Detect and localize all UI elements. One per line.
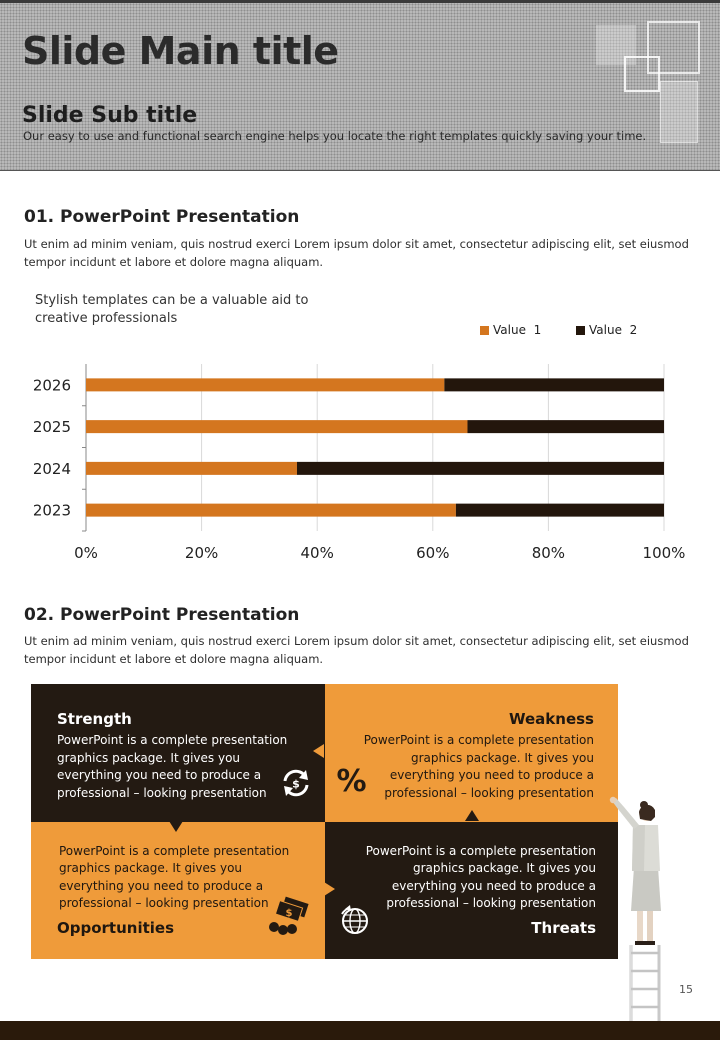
decor-square [624,56,660,92]
y-tick-label: 2023 [32,501,71,520]
swot-diagram [31,684,618,959]
svg-text:$: $ [292,777,300,791]
swot-notch [313,744,324,758]
woman-on-ladder-illustration [598,795,678,1021]
swot-notch [169,821,183,832]
x-tick-label: 60% [416,544,450,562]
section-2-title: 02. PowerPoint Presentation [24,605,300,625]
slide-main-title: Slide Main title [22,29,339,73]
swot-threats-title: Threats [531,918,596,937]
refresh-dollar-icon [279,766,313,800]
bar-2024-series-2 [297,462,664,475]
decor-square [660,81,698,143]
legend-label: Value 2 [589,323,638,337]
swot-opportunities-text: PowerPoint is a complete presentation graphics package. It gives you everything you need to produce a professional – looking presentation [59,843,290,910]
page-number: 15 [679,983,693,996]
swot-notch [465,810,479,821]
x-tick-label: 0% [74,544,98,562]
swot-threats [325,822,619,960]
section-1-title: 01. PowerPoint Presentation [24,207,300,227]
legend-swatch [480,326,489,335]
swot-strength-text: PowerPoint is a complete presentation graphics package. It gives you everything you need to produce a professional – looking presentation [57,733,288,800]
header-description: Our easy to use and functional search engine helps you locate the right templates quickly saving your time. [23,129,647,143]
bar-2025-series-2 [467,420,664,433]
swot-threats-text: PowerPoint is a complete presentation graphics package. It gives you everything you need to produce a professional – looking presentation [365,843,596,910]
stacked-bar-chart [0,355,720,570]
legend-item-value-2 [576,323,637,337]
slide-sub-title: Slide Sub title [22,103,198,128]
bar-2023-series-1 [86,504,456,517]
svg-text:$: $ [285,907,293,919]
swot-opportunities [31,822,325,960]
x-tick-label: 100% [642,544,686,562]
slide-header [0,0,720,171]
swot-strength-title: Strength [57,710,132,728]
chart-note: Stylish templates can be a valuable aid to creative professionals [35,293,309,326]
y-tick-label: 2026 [32,376,71,395]
swot-weakness-title: Weakness [509,710,594,728]
money-icon [267,894,313,936]
legend-item-value-1 [480,323,541,337]
section-1-body: Ut enim ad minim veniam, quis nostrud exerci Lorem ipsum dolor sit amet, consectetur adipiscing elit, set eiusmod tempor incidunt et labore et dolore magna aliquam. [24,237,689,269]
swot-notch [324,882,335,896]
legend-label: Value 1 [493,323,542,337]
bar-2026-series-1 [86,378,444,391]
bar-2024-series-1 [86,462,297,475]
swot-opportunities-title: Opportunities [57,918,175,937]
bar-2025-series-1 [86,420,467,433]
swot-weakness [325,684,619,822]
y-tick-label: 2024 [32,459,71,478]
x-tick-label: 80% [531,544,566,562]
swot-weakness-text: PowerPoint is a complete presentation graphics package. It gives you everything you need to produce a professional – looking presentation [363,733,594,800]
section-2-body: Ut enim ad minim veniam, quis nostrud exerci Lorem ipsum dolor sit amet, consectetur adipiscing elit, set eiusmod tempor incidunt et labore et dolore magna aliquam. [24,634,689,666]
swot-strength [31,684,325,822]
x-tick-label: 20% [184,544,219,562]
footer-bar [0,1021,720,1040]
legend-swatch [576,326,585,335]
bar-2026-series-2 [444,378,664,391]
percent-icon: % [336,764,367,799]
globe-icon [339,905,371,937]
bar-2023-series-2 [456,504,664,517]
y-tick-label: 2025 [32,418,71,437]
x-tick-label: 40% [300,544,334,562]
